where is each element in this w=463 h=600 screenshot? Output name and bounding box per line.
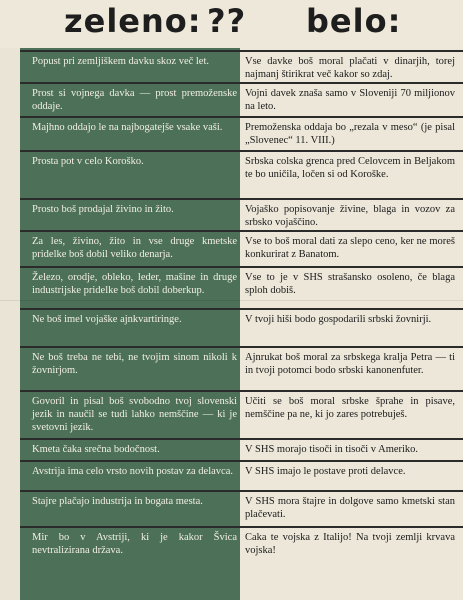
table-row	[20, 266, 463, 310]
row-left-text: Ne boš treba ne tebi, ne tvojim sinom nikoli k žovnirjom.	[32, 352, 237, 376]
row-left-text: Kmeta čaka srečna bodočnost.	[32, 444, 160, 455]
table-row	[20, 230, 463, 268]
row-right-text: Ajnrukat boš moral za srbskega kralja Petra — ti in tvoji potomci bodo srbski kanonenfuter.	[245, 352, 455, 376]
row-right-text: Premoženska oddaja bo „rezala v meso“ (je pisal „Slovenec“ 11. VIII.)	[245, 122, 455, 146]
row-right-text: V SHS morajo tisoči in tisoči v Ameriko.	[245, 444, 419, 455]
title-green: zeleno:	[64, 2, 202, 40]
table-row	[20, 438, 463, 462]
table-row	[20, 150, 463, 200]
row-right-text: Učiti se boš moral srbske šprahe in pisave, nemščine pa ne, ki jo zares potrebuješ.	[245, 396, 455, 420]
row-right-text: V tvoji hiši bodo gospodarili srbski žovnirji.	[245, 314, 432, 325]
table-row	[20, 116, 463, 152]
table-row	[20, 526, 463, 600]
header	[0, 0, 463, 48]
row-right-text: V SHS imajo le postave proti delavce.	[245, 466, 406, 477]
row-right-text: Vse to je v SHS strašansko osoleno, če blaga sploh dobiš.	[245, 272, 455, 296]
row-right-text: Vojaško popisovanje živine, blaga in vozov za srbsko vojaščino.	[245, 204, 455, 228]
table-row	[20, 346, 463, 392]
row-left-text: Mir bo v Avstriji, ki je kakor Švica nevtralizirana država.	[32, 532, 237, 556]
row-right-text: Vojni davek znaša samo v Sloveniji 70 miljionov na leto.	[245, 88, 455, 112]
row-left-text: Popust pri zemljiškem davku skoz več let.	[32, 56, 210, 67]
row-left-text: Za les, živino, žito in vse druge kmetske pridelke boš dobil veliko denarja.	[32, 236, 237, 260]
row-left-text: Prosto boš prodajal živino in žito.	[32, 204, 174, 215]
table-row	[20, 390, 463, 440]
row-left-text: Prost si vojnega davka — prost premoženske oddaje.	[32, 88, 237, 112]
table-row	[20, 50, 463, 84]
table-row	[20, 460, 463, 492]
row-right-text: Srbska colska grenca pred Celovcem in Beljakom te bo uničila, ločen si od Koroške.	[245, 156, 455, 180]
row-left-text: Avstrija ima celo vrsto novih postav za delavca.	[32, 466, 233, 477]
row-left-text: Govoril in pisal boš svobodno tvoj slovenski jezik in naučil se tudi lahko nemščine — ki je svetovni jezik.	[32, 396, 237, 433]
title-question-marks: ??	[207, 2, 247, 40]
table-row	[20, 490, 463, 528]
title-white: belo:	[306, 2, 402, 40]
row-left-text: Ne boš imel vojaške ajnkvartiringe.	[32, 314, 182, 325]
row-right-text: Vse to boš moral dati za slepo ceno, ker ne moreš konkurirat z Banatom.	[245, 236, 455, 260]
row-right-text: Vse davke boš moral plačati v dinarjih, torej najmanj štirikrat več kakor so zdaj.	[245, 56, 455, 80]
table-row	[20, 82, 463, 118]
row-left-text: Majhno oddajo le na najbogatejše vsake vaši.	[32, 122, 223, 133]
row-right-text: V SHS mora štajre in dolgove samo kmetski stan plačevati.	[245, 496, 455, 520]
row-right-text: Caka te vojska z Italijo! Na tvoji zemlji krvava vojska!	[245, 532, 455, 556]
paper-fold-line	[0, 300, 463, 301]
row-left-text: Prosta pot v celo Koroško.	[32, 156, 144, 167]
row-left-text: Železo, orodje, obleko, leder, mašine in druge industrijske pridelke boš dobil doberkup.	[32, 272, 237, 296]
row-left-text: Stajre plačajo industrija in bogata mesta.	[32, 496, 203, 507]
table-row	[20, 308, 463, 348]
table-row	[20, 198, 463, 232]
